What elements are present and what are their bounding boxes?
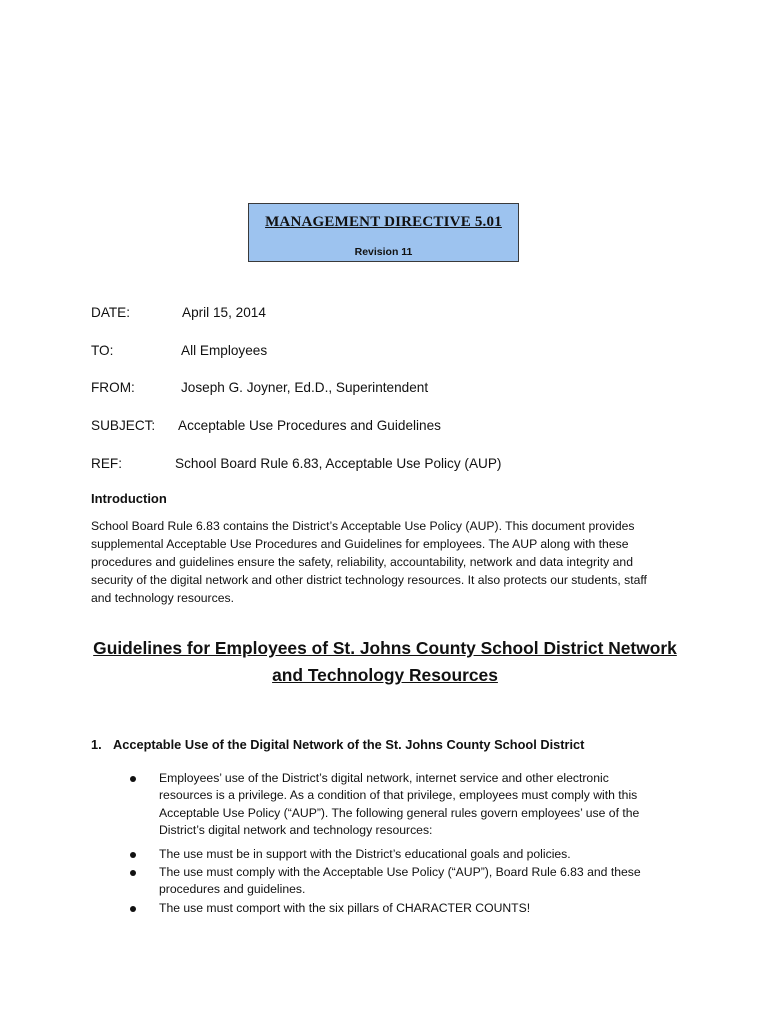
introduction-paragraph	[91, 517, 691, 607]
list-item-text	[159, 770, 699, 840]
list-item-line: procedures and guidelines.	[159, 882, 306, 897]
memo-ref-value: School Board Rule 6.83, Acceptable Use Policy (AUP)	[175, 456, 502, 471]
guidelines-title-line: Guidelines for Employees of St. Johns County School District Network	[93, 638, 677, 658]
list-item-line: The use must comport with the six pillars of CHARACTER COUNTS!	[159, 901, 531, 915]
introduction-line: and technology resources.	[91, 591, 234, 605]
bullet-icon	[130, 870, 136, 876]
list-item-text	[159, 900, 699, 917]
bullet-icon	[130, 852, 136, 858]
introduction-heading: Introduction	[91, 491, 167, 506]
section-1-heading	[91, 737, 584, 752]
directive-box	[248, 203, 519, 262]
memo-date-label: DATE:	[91, 305, 131, 320]
directive-revision: Revision 11	[354, 246, 413, 258]
guidelines-title	[60, 635, 710, 689]
list-item-line: The use must be in support with the District’s educational goals and policies.	[159, 847, 571, 861]
list-item-line: resources is a privilege. As a condition of that privilege, employees must comply with this	[159, 788, 638, 803]
section-1-number: 1.	[91, 737, 102, 752]
memo-to-label: TO:	[91, 343, 114, 358]
list-item-text	[159, 846, 699, 863]
memo-date-value: April 15, 2014	[182, 305, 266, 320]
list-item-line: District’s digital network and technology resources:	[159, 823, 433, 838]
directive-title: MANAGEMENT DIRECTIVE 5.01	[265, 214, 502, 230]
memo-to-value: All Employees	[181, 343, 268, 358]
introduction-line: procedures and guidelines ensure the safety, reliability, accountability, network and data integrity and	[91, 555, 633, 569]
memo-ref-label: REF:	[91, 456, 122, 471]
list-item-line: The use must comply with the Acceptable Use Policy (“AUP”), Board Rule 6.83 and these	[159, 865, 641, 879]
guidelines-title-line: and Technology Resources	[272, 665, 498, 685]
memo-subject-label: SUBJECT:	[91, 418, 156, 433]
memo-subject-value: Acceptable Use Procedures and Guidelines	[178, 418, 441, 433]
memo-from-value: Joseph G. Joyner, Ed.D., Superintendent	[181, 380, 429, 395]
bullet-icon	[130, 776, 136, 782]
memo-from-label: FROM:	[91, 380, 135, 395]
section-1-title: Acceptable Use of the Digital Network of the St. Johns County School District	[113, 737, 585, 752]
introduction-line: supplemental Acceptable Use Procedures and Guidelines for employees. The AUP along with these	[91, 537, 629, 551]
list-item-text	[159, 864, 699, 899]
introduction-line: School Board Rule 6.83 contains the District’s Acceptable Use Policy (AUP). This document provides	[91, 519, 635, 533]
introduction-line: security of the digital network and other district technology resources. It also protects our students, staff	[91, 573, 647, 587]
list-item-line: Employees’ use of the District’s digital network, internet service and other electronic	[159, 771, 609, 785]
bullet-icon	[130, 906, 136, 912]
list-item-line: Acceptable Use Policy (“AUP”). The following general rules govern employees’ use of the	[159, 805, 640, 820]
